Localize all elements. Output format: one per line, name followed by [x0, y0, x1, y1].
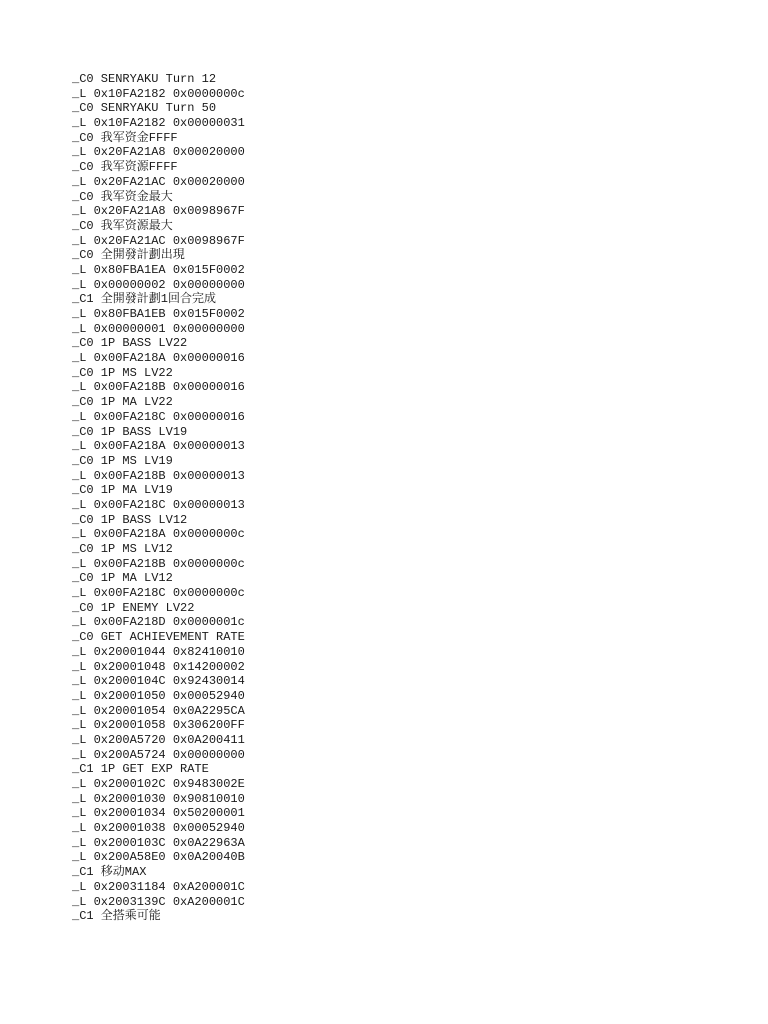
code-line: _L 0x00FA218A 0x00000016	[72, 351, 245, 366]
code-line: _L 0x00FA218C 0x00000016	[72, 409, 245, 424]
code-line: _L 0x80FBA1EA 0x015F0002	[72, 262, 245, 277]
code-line: _L 0x2000103C 0x0A22963A	[72, 835, 245, 850]
code-line: _L 0x00FA218C 0x0000000c	[72, 586, 245, 601]
code-section-header: _C0 我军资金最大	[72, 189, 173, 204]
code-section-header: _C1 全搭乘可能	[72, 909, 161, 924]
code-section-header: _C0 SENRYAKU Turn 12	[72, 72, 217, 86]
code-section-header: _C0 1P MS LV19	[72, 453, 173, 468]
code-line: _L 0x20001044 0x82410010	[72, 644, 245, 659]
code-section-header: _C0 我军资金FFFF	[72, 130, 178, 145]
code-line: _L 0x00FA218B 0x0000000c	[72, 556, 245, 571]
code-line: _L 0x20001050 0x00052940	[72, 688, 245, 703]
code-line-list	[72, 72, 712, 924]
code-line: _L 0x00FA218B 0x00000016	[72, 380, 245, 395]
code-section-header: _C0 1P MS LV12	[72, 542, 173, 556]
code-line: _L 0x2000102C 0x9483002E	[72, 777, 245, 791]
code-line: _L 0x00000001 0x00000000	[72, 321, 245, 336]
code-line: _L 0x10FA2182 0x00000031	[72, 116, 245, 131]
code-line: _L 0x00FA218C 0x00000013	[72, 497, 245, 512]
code-line: _L 0x20001030 0x90810010	[72, 791, 245, 806]
code-line: _L 0x00000002 0x00000000	[72, 277, 245, 292]
code-line: _L 0x20FA21AC 0x00020000	[72, 174, 245, 189]
code-line: _L 0x20001054 0x0A2295CA	[72, 703, 245, 718]
code-line: _L 0x00FA218D 0x0000001c	[72, 615, 245, 630]
code-line: _L 0x00FA218A 0x00000013	[72, 439, 245, 454]
code-line: _L 0x200A5724 0x00000000	[72, 747, 245, 762]
code-line: _L 0x20FA21A8 0x00020000	[72, 145, 245, 160]
code-section-header: _C1 全開發計劃1回合完成	[72, 292, 217, 307]
code-section-header: _C0 1P BASS LV22	[72, 336, 188, 351]
code-line: _L 0x20001038 0x00052940	[72, 821, 245, 836]
code-section-header: _C1 1P GET EXP RATE	[72, 762, 209, 777]
code-line: _L 0x10FA2182 0x0000000c	[72, 86, 245, 101]
code-section-header: _C0 我军资源FFFF	[72, 160, 178, 175]
code-section-header: _C0 SENRYAKU Turn 50	[72, 101, 217, 116]
code-line: _L 0x20001034 0x50200001	[72, 806, 245, 821]
code-line: _L 0x00FA218B 0x00000013	[72, 468, 245, 483]
code-section-header: _C0 1P ENEMY LV22	[72, 600, 195, 615]
code-section-header: _C0 1P BASS LV12	[72, 512, 188, 527]
code-line: _L 0x2000104C 0x92430014	[72, 674, 245, 689]
code-section-header: _C0 1P MA LV19	[72, 483, 173, 498]
code-section-header: _C0 1P MA LV12	[72, 571, 173, 586]
code-line: _L 0x00FA218A 0x0000000c	[72, 527, 245, 542]
code-section-header: _C0 我军资源最大	[72, 218, 173, 233]
code-section-header: _C0 GET ACHIEVEMENT RATE	[72, 630, 245, 645]
code-section-header: _C0 全開發計劃出現	[72, 248, 185, 263]
cheat-code-document	[72, 72, 712, 924]
code-section-header: _C1 移动MAX	[72, 865, 147, 880]
code-line: _L 0x200A58E0 0x0A20040B	[72, 850, 245, 865]
code-section-header: _C0 1P MS LV22	[72, 365, 173, 380]
code-line: _L 0x2003139C 0xA200001C	[72, 894, 245, 909]
code-line: _L 0x20001058 0x306200FF	[72, 718, 245, 733]
code-line: _L 0x20001048 0x14200002	[72, 659, 245, 674]
code-line: _L 0x20031184 0xA200001C	[72, 879, 245, 894]
code-section-header: _C0 1P BASS LV19	[72, 424, 188, 439]
code-line: _L 0x20FA21A8 0x0098967F	[72, 204, 245, 219]
code-line: _L 0x80FBA1EB 0x015F0002	[72, 307, 245, 321]
code-section-header: _C0 1P MA LV22	[72, 395, 173, 410]
code-line: _L 0x200A5720 0x0A200411	[72, 732, 245, 747]
code-line: _L 0x20FA21AC 0x0098967F	[72, 233, 245, 248]
